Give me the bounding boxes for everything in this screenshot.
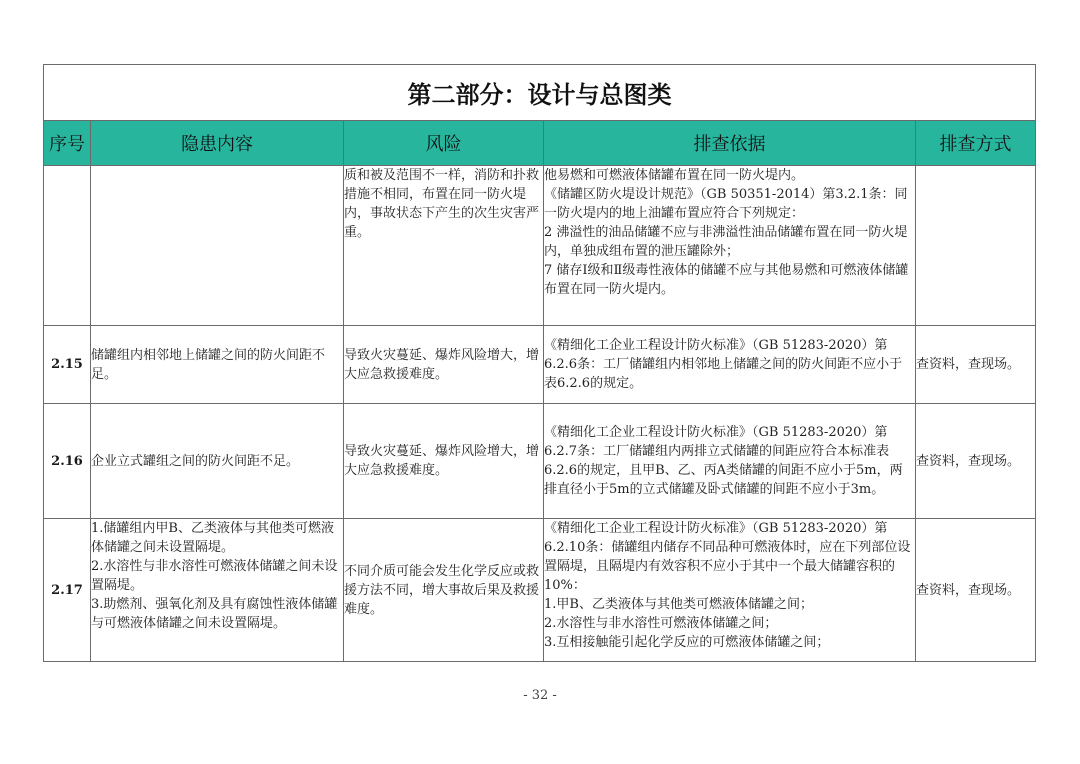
- method-cell: 查资料，查现场。: [916, 519, 1036, 662]
- table-row: [44, 404, 1036, 519]
- table-row: [44, 166, 1036, 326]
- table-row: [44, 326, 1036, 404]
- basis-cell: 《精细化工企业工程设计防火标准》（GB 51283-2020）第6.2.10条：储罐组内储存不同品种可燃液体时，应在下列部位设置隔堤，且隔堤内有效容积不应小于其中一个最大储罐容积的10%： 1.甲B、乙类液体与其他类可燃液体储罐之间； 2.水溶性与非水溶性可燃液体储罐之间； 3.互相接触能引起化学反应的可燃液体储罐之间；: [544, 519, 916, 662]
- hazard-cell: 企业立式罐组之间的防火间距不足。: [91, 404, 344, 519]
- hazard-cell: 储罐组内相邻地上储罐之间的防火间距不足。: [91, 326, 344, 404]
- header-no: 序号: [44, 121, 91, 166]
- section-title: 第二部分：设计与总图类: [44, 65, 1036, 121]
- hazard-cell: 1.储罐组内甲B、乙类液体与其他类可燃液体储罐之间未设置隔堤。 2.水溶性与非水溶性可燃液体储罐之间未设置隔堤。 3.助燃剂、强氧化剂及具有腐蚀性液体储罐与可燃液体储罐之间未设置隔堤。: [91, 519, 344, 662]
- table-row: [44, 519, 1036, 662]
- row-number: 2.16: [44, 404, 91, 519]
- risk-cell: 导致火灾蔓延、爆炸风险增大，增大应急救援难度。: [344, 404, 544, 519]
- hazard-cell: [91, 166, 344, 326]
- page-number: - 32 -: [523, 688, 557, 703]
- header-hazard: 隐患内容: [91, 121, 344, 166]
- header-basis: 排查依据: [544, 121, 916, 166]
- basis-cell: 《精细化工企业工程设计防火标准》（GB 51283-2020）第6.2.6条：工厂储罐组内相邻地上储罐之间的防火间距不应小于表6.2.6的规定。: [544, 326, 916, 404]
- row-number: 2.15: [44, 326, 91, 404]
- row-number: [44, 166, 91, 326]
- method-cell: 查资料，查现场。: [916, 404, 1036, 519]
- title-row: [44, 65, 1036, 121]
- header-risk: 风险: [344, 121, 544, 166]
- header-method: 排查方式: [916, 121, 1036, 166]
- method-cell: [916, 166, 1036, 326]
- basis-cell: 《精细化工企业工程设计防火标准》（GB 51283-2020）第6.2.7条：工厂储罐组内两排立式储罐的间距应符合本标准表6.2.6的规定，且甲B、乙、丙A类储罐的间距不应小于5m，两排直径小于5m的立式储罐及卧式储罐的间距不应小于3m。: [544, 404, 916, 519]
- basis-cell: 他易燃和可燃液体储罐布置在同一防火堤内。 《储罐区防火堤设计规范》（GB 50351-2014）第3.2.1条：同一防火堤内的地上油罐布置应符合下列规定： 2 沸溢性的油品储罐不应与非沸溢性油品储罐布置在同一防火堤内，单独成组布置的泄压罐除外； 7 储存Ⅰ级和Ⅱ级毒性液体的储罐不应与其他易燃和可燃液体储罐布置在同一防火堤内。: [544, 166, 916, 326]
- risk-cell: 不同介质可能会发生化学反应或救援方法不同，增大事故后果及救援难度。: [344, 519, 544, 662]
- row-number: 2.17: [44, 519, 91, 662]
- method-cell: 查资料，查现场。: [916, 326, 1036, 404]
- regulation-table: [43, 64, 1036, 662]
- header-row: [44, 121, 1036, 166]
- risk-cell: 导致火灾蔓延、爆炸风险增大，增大应急救援难度。: [344, 326, 544, 404]
- risk-cell: 质和被及范围不一样，消防和扑救措施不相同，布置在同一防火堤内，事故状态下产生的次生灾害严重。: [344, 166, 544, 326]
